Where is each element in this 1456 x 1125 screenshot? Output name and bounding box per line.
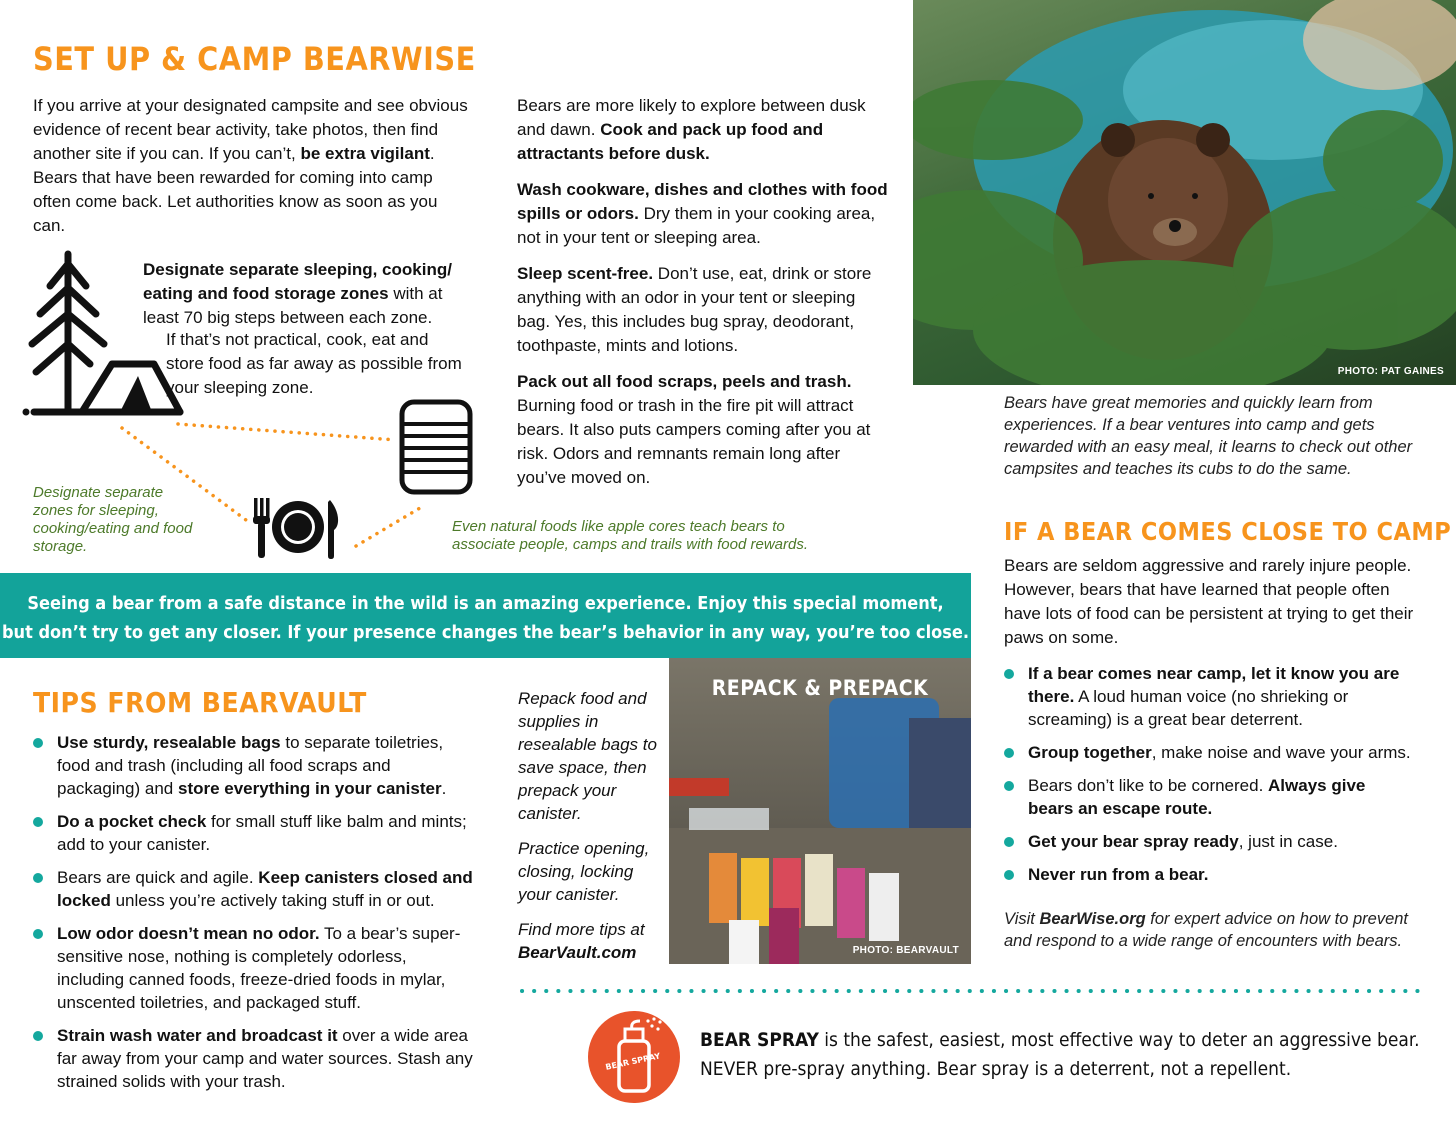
close-b3-bold: Always give bears an escape route. (1028, 776, 1366, 818)
wash-text: Dry them in your cooking area, not in your tent or sleeping area. (517, 204, 876, 247)
tips-title: TIPS FROM BEARVAULT (33, 686, 367, 719)
wash-bold: Wash cookware, dishes and clothes with food spills or odors. (517, 180, 888, 223)
tip-text-2: . (441, 779, 447, 798)
banner-line-1: Seeing a bear from a safe distance in the wild is an amazing experience. Enjoy this special moment, (27, 593, 944, 614)
list-item (1004, 741, 1414, 764)
visit-text: Visit (1004, 910, 1040, 928)
bear-photo-scene (913, 0, 1456, 385)
tip-text: for small stuff like balm and mints; add to your canister. (57, 812, 467, 854)
bearwise-visit (1004, 908, 1424, 952)
repack-caption-1: Repack food and supplies in resealable bags to save space, then prepack your canister. (518, 689, 657, 823)
tip-bold: Low odor doesn’t mean no odor. (57, 924, 320, 943)
close-b1-text: A loud human voice (no shrieking or screaming) is a great bear deterrent. (1028, 687, 1349, 729)
close-b2-bold: Group together (1028, 743, 1152, 762)
zones-caption: Designate separate zones for sleeping, cooking/eating and food storage. (33, 484, 193, 555)
close-b2-text: , make noise and wave your arms. (1151, 743, 1411, 762)
dotted-divider (518, 986, 1428, 996)
bear-spray-line-2: NEVER pre-spray anything. Bear spray is a deterrent, not a repellent. (700, 1058, 1292, 1080)
list-item (1004, 863, 1414, 886)
pack-out-bold: Pack out all food scraps, peels and trash. (517, 372, 852, 391)
bear-photo-caption: Bears have great memories and quickly learn from experiences. If a bear ventures into camp and gets rewarded with an easy meal, it learns to check out other campsites and teaches its cubs to do the same. (1004, 394, 1413, 478)
close-b1-bold: If a bear comes near camp, let it know you are there. (1028, 664, 1400, 706)
repack-caption-3: Find more tips at (518, 920, 645, 939)
bear-spray-text-1: is the safest, easiest, most effective way to deter an aggressive bear. (818, 1029, 1420, 1051)
setup-title: SET UP & CAMP BEARWISE (33, 40, 476, 78)
dusk-paragraph (517, 94, 889, 166)
scent-paragraph (517, 262, 889, 358)
bear-spray-bold: BEAR SPRAY (700, 1029, 819, 1051)
setup-intro-text: If you arrive at your designated campsite and see obvious evidence of recent bear activity, take photos, then find another site if you can. If you can’t, (33, 96, 468, 163)
setup-intro-bold: be extra vigilant (300, 144, 430, 163)
bear-spray-icon-label: BEAR SPRAY (604, 1051, 662, 1072)
safe-distance-banner (0, 573, 971, 658)
list-item (33, 1024, 473, 1093)
tip-text-2: unless you’re actively taking stuff in or out. (110, 891, 435, 910)
visit-text-2: for expert advice on how to prevent and respond to a wide range of encounters with bears. (1004, 910, 1409, 950)
tip-bold: Strain wash water and broadcast it (57, 1026, 338, 1045)
list-item (33, 922, 473, 1014)
zones-text (143, 258, 473, 330)
tip-text: To a bear’s super-sensitive nose, nothing is completely odorless, including canned foods, freeze-dried foods in mylar, unscented toiletries, and packaged stuff. (57, 924, 461, 1012)
list-item (1004, 830, 1414, 853)
close-b4-text: , just in case. (1238, 832, 1338, 851)
repack-photo-title: REPACK & PREPACK (711, 676, 929, 700)
tip-text: to separate toiletries, food and trash (including all food scraps and packaging) and (57, 733, 444, 798)
canister-icon (398, 398, 474, 496)
close-title: IF A BEAR COMES CLOSE TO CAMP (1004, 517, 1452, 546)
bear-photo (913, 0, 1456, 385)
bear-spray-icon (586, 1009, 682, 1105)
close-b4-bold: Get your bear spray ready (1028, 832, 1239, 851)
tip-bold: Use sturdy, resealable bags (57, 733, 281, 752)
list-item (1004, 662, 1414, 731)
list-item (33, 810, 473, 856)
bear-spray-text (700, 1026, 1420, 1084)
close-list (1004, 662, 1414, 896)
bearvault-link[interactable]: BearVault.com (518, 943, 637, 962)
middle-column (517, 94, 889, 490)
close-b5-bold: Never run from a bear. (1028, 865, 1209, 884)
dusk-text: Bears are more likely to explore between dusk and dawn. (517, 96, 866, 139)
close-b3-text: Bears don’t like to be cornered. (1028, 776, 1269, 795)
close-intro: Bears are seldom aggressive and rarely injure people. However, bears that have learned that people often have lots of food can be persistent at trying to get their paws on some. (1004, 556, 1414, 647)
tip-bold-2: store everything in your canister (177, 779, 442, 798)
tips-list (33, 731, 473, 1103)
repack-photo-credit: PHOTO: BEARVAULT (852, 945, 959, 956)
bearwise-link[interactable]: BearWise.org (1039, 910, 1146, 928)
repack-captions (518, 687, 658, 964)
repack-photo (669, 658, 971, 964)
tip-bold: Do a pocket check (57, 812, 207, 831)
zones-text-1: with at least 70 big steps between each zone. (143, 284, 443, 327)
pack-out-text: Burning food or trash in the fire pit will attract bears. It also puts campers coming after you at risk. Odors and remnants remain long after you’ve moved on. (517, 396, 871, 487)
plate-icon (250, 496, 344, 560)
setup-intro-text-2: . Bears that have been rewarded for coming into camp often come back. Let authorities know as soon as you can. (33, 144, 438, 235)
list-item (1004, 774, 1414, 820)
bear-spray-line-1 (700, 1026, 1420, 1055)
tip-text: over a wide area far away from your camp and water sources. Stash any strained solids with your trash. (57, 1026, 473, 1091)
tip-bold: Keep canisters closed and locked (57, 868, 473, 910)
list-item (33, 731, 473, 800)
wash-paragraph (517, 178, 889, 250)
tip-text: Bears are quick and agile. (57, 868, 259, 887)
zones-bold: Designate separate sleeping, cooking/ eating and food storage zones (143, 260, 452, 303)
scent-bold: Sleep scent-free. (517, 264, 654, 283)
bear-photo-credit: PHOTO: PAT GAINES (1337, 366, 1444, 377)
scent-text: Don’t use, eat, drink or store anything with an odor in your tent or sleeping bag. Yes, this includes bug spray, deodorant, toothpaste, mints and lotions. (517, 264, 872, 355)
list-item (33, 866, 473, 912)
repack-photo-scene (669, 658, 971, 964)
zones-text-2: If that’s not practical, cook, eat and store food as far away as possible from your sleeping zone. (166, 330, 462, 397)
banner-line-2: but don’t try to get any closer. If your presence changes the bear’s behavior in any way, you’re too close. (1, 622, 970, 643)
natural-foods-caption: Even natural foods like apple cores teach bears to associate people, camps and trails with food rewards. (452, 518, 809, 553)
pack-out-paragraph (517, 370, 889, 490)
repack-caption-2: Practice opening, closing, locking your canister. (518, 839, 650, 904)
setup-intro (33, 94, 473, 238)
dusk-bold: Cook and pack up food and attractants before dusk. (517, 120, 824, 163)
